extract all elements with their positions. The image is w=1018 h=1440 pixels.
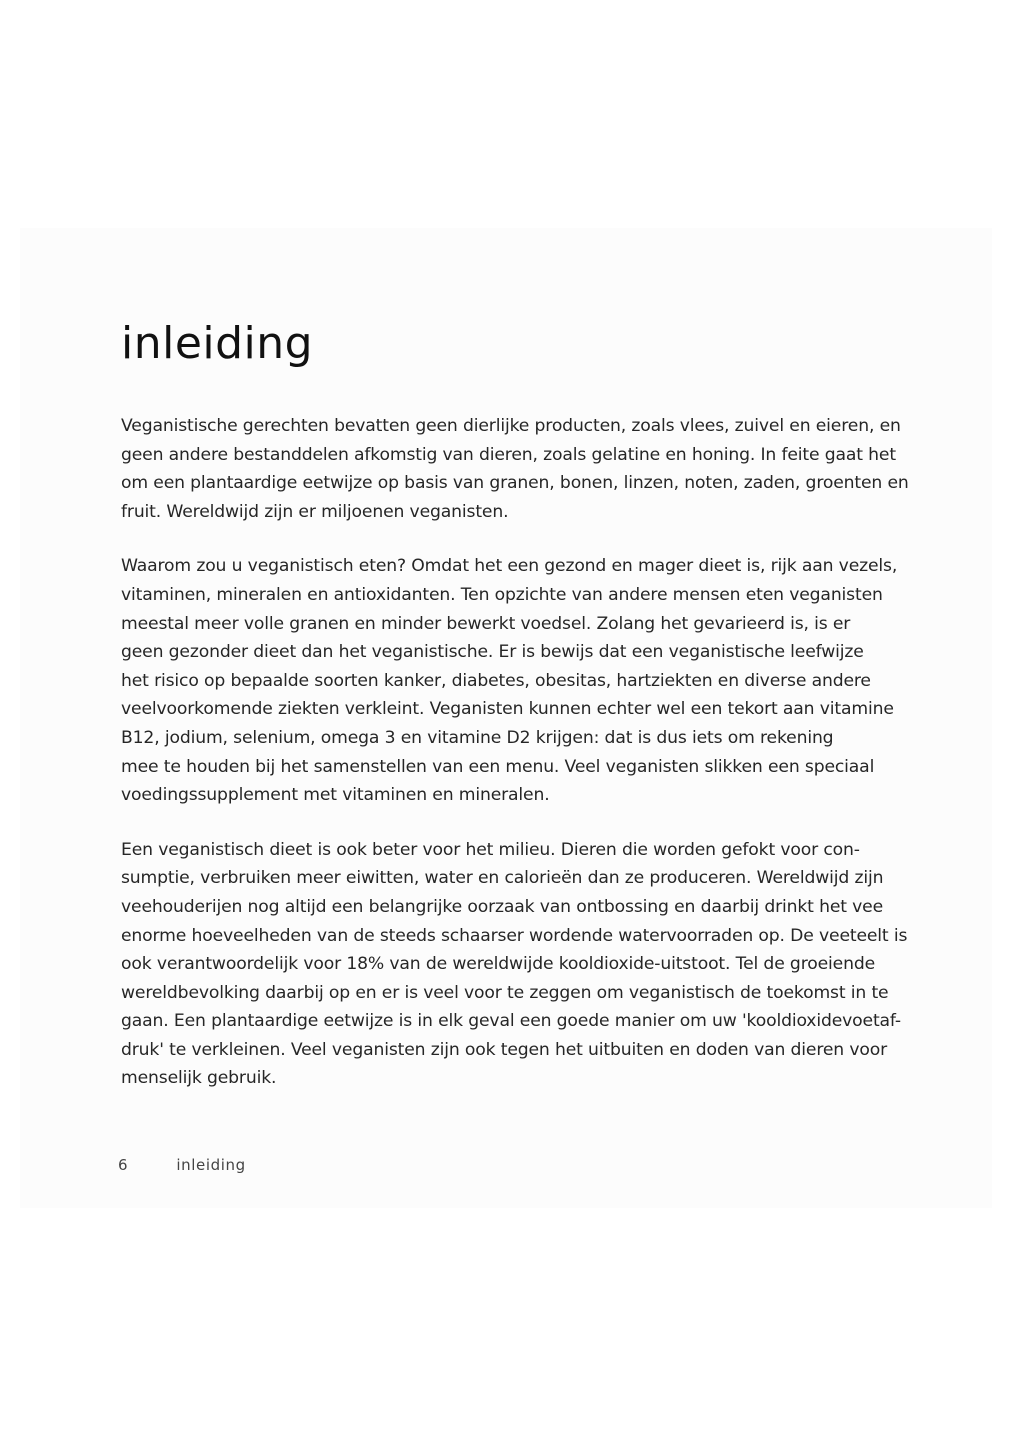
text-line: wereldbevolking daarbij op en er is veel voor te zeggen om veganistisch de toekomst in te	[121, 982, 889, 1003]
text-line: fruit. Wereldwijd zijn er miljoenen veganisten.	[121, 501, 509, 522]
text-line: geen andere bestanddelen afkomstig van dieren, zoals gelatine en honing. In feite gaat het	[121, 444, 896, 465]
text-line: geen gezonder dieet dan het veganistische. Er is bewijs dat een veganistische leefwijze	[121, 642, 864, 663]
paragraph-health	[121, 552, 921, 809]
text-line: ook verantwoordelijk voor 18% van de wereldwijde kooldioxide-uitstoot. Tel de groeiende	[121, 954, 875, 975]
text-line: B12, jodium, selenium, omega 3 en vitamine D2 krijgen: dat is dus iets om rekening	[121, 727, 834, 748]
page-number: 6	[118, 1156, 129, 1174]
text-line: gaan. Een plantaardige eetwijze is in elk geval een goede manier om uw 'kooldioxidevoetaf-	[121, 1011, 901, 1032]
text-line: veelvoorkomende ziekten verkleint. Veganisten kunnen echter wel een tekort aan vitamine	[121, 699, 894, 720]
text-line: Waarom zou u veganistisch eten? Omdat het een gezond en mager dieet is, rijk aan vezels,	[121, 556, 898, 577]
text-line: druk' te verkleinen. Veel veganisten zijn ook tegen het uitbuiten en doden van dieren voor	[121, 1039, 888, 1060]
paragraph-environment	[121, 836, 921, 1093]
running-title: inleiding	[176, 1156, 246, 1174]
text-line: enorme hoeveelheden van de steeds schaarser wordende watervoorraden op. De veeteelt is	[121, 925, 908, 946]
paragraph-intro	[121, 412, 921, 526]
text-line: het risico op bepaalde soorten kanker, diabetes, obesitas, hartziekten en diverse andere	[121, 670, 871, 691]
text-line: Veganistische gerechten bevatten geen dierlijke producten, zoals vlees, zuivel en eieren, en	[121, 416, 901, 436]
text-line: menselijk gebruik.	[121, 1068, 277, 1089]
text-line: Een veganistisch dieet is ook beter voor het milieu. Dieren die worden gefokt voor con-	[121, 839, 860, 860]
text-line: voedingssupplement met vitaminen en mineralen.	[121, 785, 550, 806]
page-footer	[118, 1156, 246, 1174]
text-line: veehouderijen nog altijd een belangrijke oorzaak van ontbossing en daarbij drinkt het vee	[121, 896, 884, 917]
page-title: inleiding	[121, 318, 314, 369]
text-line: mee te houden bij het samenstellen van een menu. Veel veganisten slikken een speciaal	[121, 756, 875, 777]
text-line: vitaminen, mineralen en antioxidanten. Ten opzichte van andere mensen eten veganisten	[121, 584, 883, 605]
body-text	[121, 412, 921, 1119]
text-line: sumptie, verbruiken meer eiwitten, water en calorieën dan ze produceren. Wereldwijd zijn	[121, 868, 884, 889]
text-line: meestal meer volle granen en minder bewerkt voedsel. Zolang het gevarieerd is, is er	[121, 613, 851, 634]
text-line: om een plantaardige eetwijze op basis van granen, bonen, linzen, noten, zaden, groenten en	[121, 473, 909, 494]
